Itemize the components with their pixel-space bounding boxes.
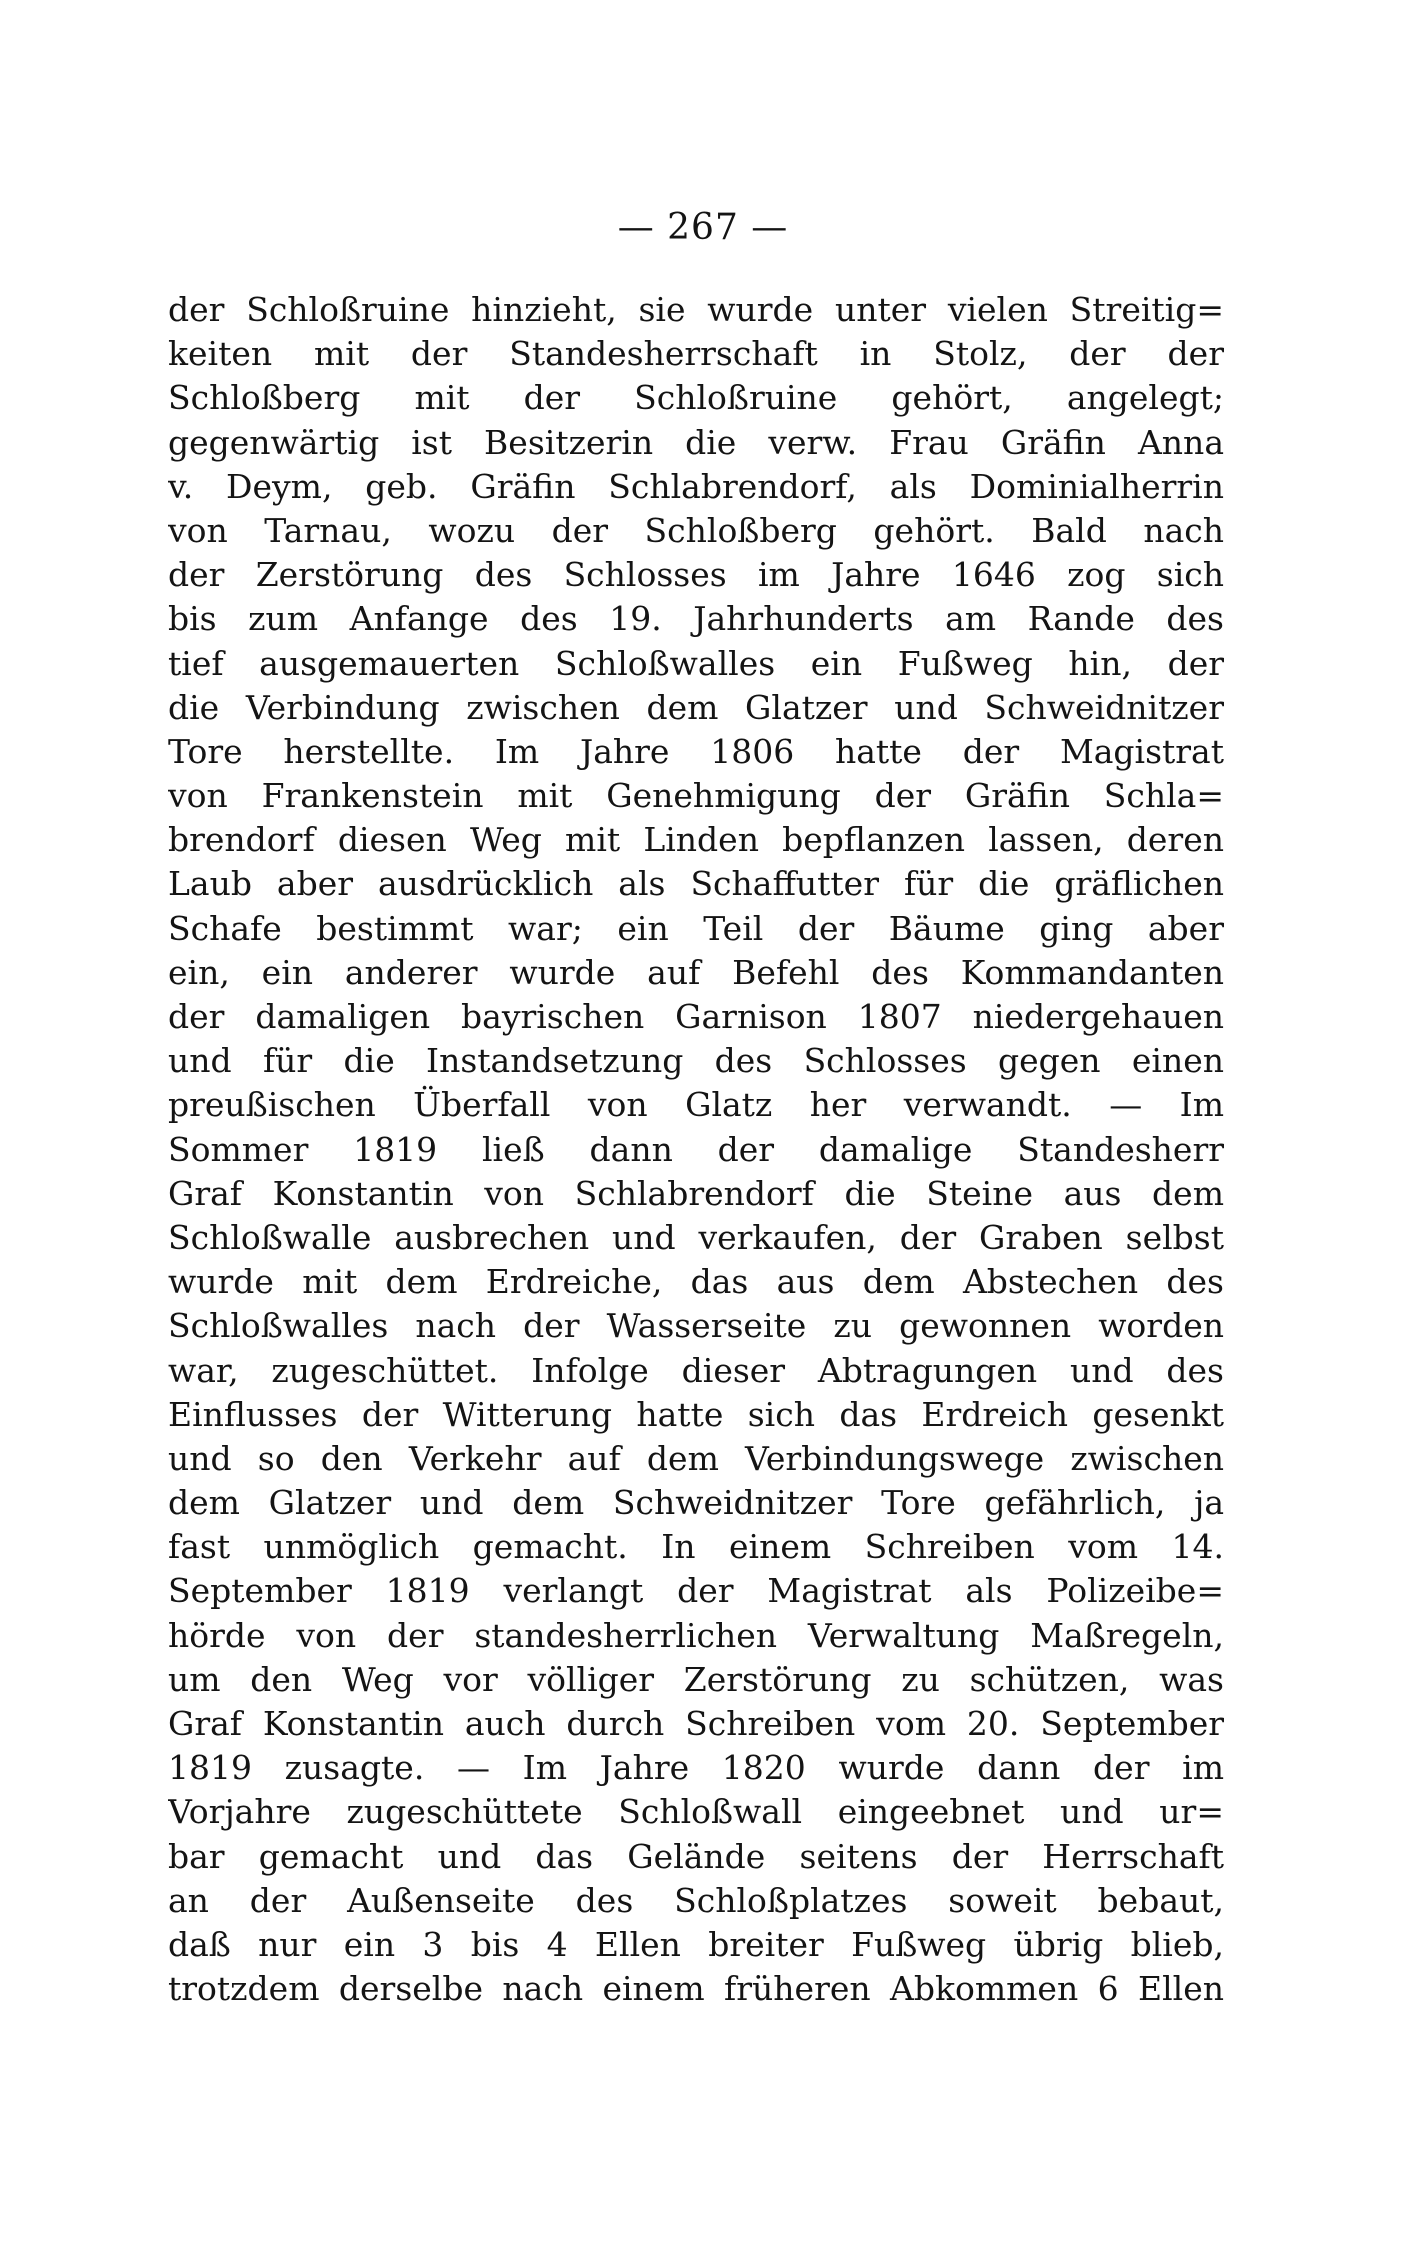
text-line: v. Deym, geb. Gräfin Schlabrendorf, als Dominialherrin — [168, 466, 1224, 506]
text-line: war, zugeschüttet. Infolge dieser Abtragungen und des — [168, 1350, 1224, 1390]
text-line: von Frankenstein mit Genehmigung der Gräfin Schla= — [168, 776, 1224, 816]
text-line: Sommer 1819 ließ dann der damalige Standesherr — [168, 1129, 1224, 1169]
text-line: Einflusses der Witterung hatte sich das Erdreich gesenkt — [168, 1394, 1224, 1434]
text-line: Laub aber ausdrücklich als Schaffutter für die gräflichen — [168, 864, 1224, 904]
text-line: fast unmöglich gemacht. In einem Schreiben vom 14. — [168, 1527, 1224, 1567]
text-line: an der Außenseite des Schloßplatzes soweit bebaut, — [168, 1880, 1224, 1920]
text-line: 1819 zusagte. — Im Jahre 1820 wurde dann der im — [168, 1748, 1224, 1788]
text-line: Schloßberg mit der Schloßruine gehört, angelegt; — [168, 378, 1224, 418]
page-number: — 267 — — [617, 207, 789, 248]
text-line: Tore herstellte. Im Jahre 1806 hatte der Magistrat — [168, 731, 1224, 771]
text-line: ein, ein anderer wurde auf Befehl des Kommandanten — [168, 952, 1224, 992]
text-line: keiten mit der Standesherrschaft in Stolz, der der — [168, 334, 1224, 374]
body-text — [168, 288, 1224, 2011]
text-line: tief ausgemauerten Schloßwalles ein Fußweg hin, der — [168, 643, 1224, 683]
text-line: der Zerstörung des Schlosses im Jahre 1646 zog sich — [168, 555, 1224, 595]
text-line: daß nur ein 3 bis 4 Ellen breiter Fußweg übrig blieb, — [168, 1924, 1224, 1964]
text-line: hörde von der standesherrlichen Verwaltung Maßregeln, — [168, 1615, 1224, 1655]
text-line: bis zum Anfange des 19. Jahrhunderts am Rande des — [168, 599, 1224, 639]
text-line: September 1819 verlangt der Magistrat als Polizeibe= — [168, 1571, 1224, 1611]
text-line: brendorf diesen Weg mit Linden bepflanzen lassen, deren — [168, 820, 1224, 860]
text-line: bar gemacht und das Gelände seitens der Herrschaft — [168, 1836, 1224, 1876]
text-line: Schloßwalle ausbrechen und verkaufen, der Graben selbst — [168, 1217, 1224, 1257]
text-line: Vorjahre zugeschüttete Schloßwall eingeebnet und ur= — [168, 1792, 1224, 1832]
text-line: Graf Konstantin auch durch Schreiben vom 20. September — [168, 1704, 1224, 1743]
text-line: wurde mit dem Erdreiche, das aus dem Abstechen des — [168, 1262, 1224, 1302]
text-line: die Verbindung zwischen dem Glatzer und Schweidnitzer — [168, 687, 1224, 727]
text-line: und so den Verkehr auf dem Verbindungswege zwischen — [168, 1438, 1224, 1478]
text-line: preußischen Überfall von Glatz her verwandt. — Im — [168, 1085, 1224, 1125]
text-line: der Schloßruine hinzieht, sie wurde unter vielen Streitig= — [168, 290, 1224, 329]
text-line: gegenwärtig ist Besitzerin die verw. Frau Gräfin Anna — [168, 422, 1224, 462]
text-line: Schloßwalles nach der Wasserseite zu gewonnen worden — [168, 1306, 1224, 1346]
text-line: Schafe bestimmt war; ein Teil der Bäume ging aber — [168, 908, 1224, 948]
text-line: der damaligen bayrischen Garnison 1807 niedergehauen — [168, 997, 1224, 1036]
text-line: Graf Konstantin von Schlabrendorf die Steine aus dem — [168, 1173, 1224, 1213]
text-line: von Tarnau, wozu der Schloßberg gehört. Bald nach — [168, 510, 1224, 550]
text-line: dem Glatzer und dem Schweidnitzer Tore gefährlich, ja — [168, 1483, 1224, 1523]
text-line: und für die Instandsetzung des Schlosses gegen einen — [168, 1041, 1224, 1081]
text-line: trotzdem derselbe nach einem früheren Abkommen 6 Ellen — [168, 1969, 1224, 2009]
text-line: um den Weg vor völliger Zerstörung zu schützen, was — [168, 1659, 1224, 1699]
